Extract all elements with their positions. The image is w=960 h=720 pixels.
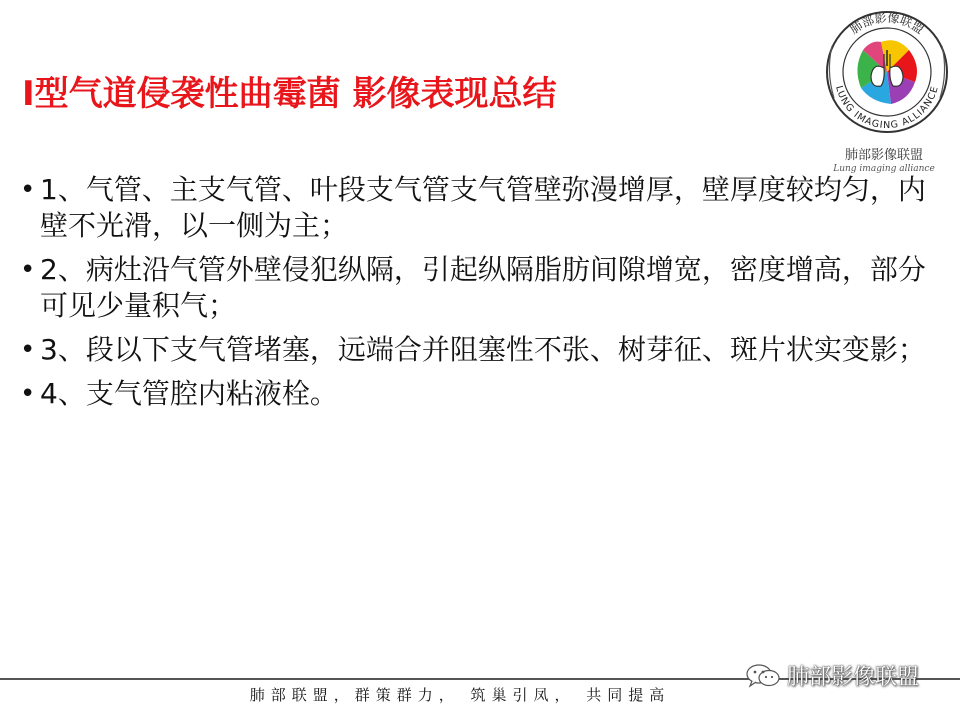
- logo-ring-text-cn: 肺部影像联盟: [847, 10, 927, 37]
- bullet-dot-icon: •: [20, 379, 36, 409]
- watermark-text: 肺部影像联盟: [787, 665, 920, 690]
- footer-slogan: 肺部联盟，群策群力， 筑巢引凤， 共同提高: [249, 686, 671, 704]
- bullet-dot-icon: •: [20, 175, 36, 205]
- bullet-dot-icon: •: [20, 255, 36, 285]
- bullet-item: [20, 172, 940, 244]
- bullet-text: 2、病灶沿气管外壁侵犯纵隔，引起纵隔脂肪间隙增宽，密度增高，部分可见少量积气；: [40, 253, 926, 322]
- bullet-item: [20, 252, 940, 324]
- bullet-item: [20, 376, 940, 412]
- bullet-dot-icon: •: [20, 335, 36, 365]
- bullet-text: 3、段以下支气管堵塞，远端合并阻塞性不张、树芽征、斑片状实变影；: [40, 333, 926, 366]
- logo-caption-cn: 肺部影像联盟: [844, 148, 923, 163]
- bullet-text: 4、支气管腔内粘液栓。: [40, 377, 338, 410]
- svg-text:肺部影像联盟: [847, 10, 927, 37]
- bullet-text: 1、气管、主支气管、叶段支气管支气管壁弥漫增厚，壁厚度较均匀，内壁不光滑，以一侧为主；: [40, 173, 926, 242]
- logo-caption-en: Lung imaging alliance: [833, 164, 935, 174]
- bullet-item: [20, 332, 940, 368]
- wechat-icon: [745, 663, 781, 689]
- bullet-list: [20, 172, 940, 420]
- wechat-watermark: [745, 660, 919, 691]
- slide-title: I型气道侵袭性曲霉菌 影像表现总结: [22, 74, 557, 114]
- logo-ring-text-en: LUNG IMAGING ALLIANCE: [833, 84, 941, 132]
- lung-imaging-alliance-logo: [818, 6, 956, 166]
- logo-caption: [818, 144, 950, 174]
